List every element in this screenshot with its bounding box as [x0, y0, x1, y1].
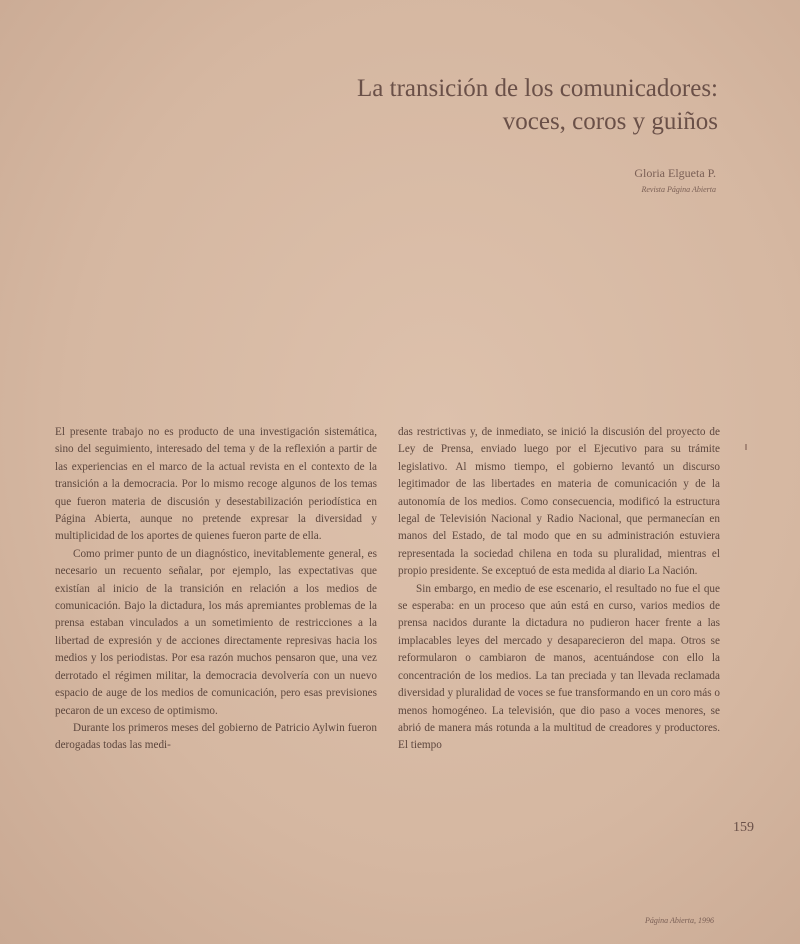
- paragraph: Sin embargo, en medio de ese escenario, el resultado no fue el que se esperaba: en un proceso que aún está en curso, varios medios de prensa nacidos durante la dictadura no pudieron hacer frente a las implacables leyes del mercado y desaparecieron del mapa. Otros se reformularon o cambiaron de manos, acentuándose con ello la concentración de los medios. La tan preciada y tan llevada reclamada diversidad y pluralidad de voces se fue transformando en un coro más o menos homogéneo. La televisión, que dio paso a voces menores, se abrió de manera más rotunda a la multitud de creadores y productores. El tiempo: [398, 582, 720, 752]
- title-line-2: voces, coros y guiños: [502, 107, 718, 135]
- article-title: [248, 72, 718, 138]
- body-column-right: [398, 424, 720, 886]
- paragraph: Durante los primeros meses del gobierno de Patricio Aylwin fueron derogadas todas las medi-: [55, 721, 377, 752]
- author-affiliation: Revista Página Abierta: [641, 185, 716, 194]
- paragraph: das restrictivas y, de inmediato, se inició la discusión del proyecto de Ley de Prensa, enviado luego por el Ejecutivo para su trámite legislativo. Al mismo tiempo, el gobierno levantó un discurso legitimador de las libertades en materia de comunicación y de la autonomía de los medios. Como consecuencia, modificó la estructura legal de Televisión Nacional y Radio Nacional, que permanecían en manos del Estado, de tal modo que en su administración estuviera representada la sociedad chilena en toda su pluralidad, mientras el propio presidente. Se exceptuó de esta medida al diario La Nación.: [398, 426, 720, 578]
- title-line-1: La transición de los comunicadores:: [357, 74, 718, 102]
- paragraph: Como primer punto de un diagnóstico, inevitablemente general, es necesario un recuento señalar, por ejemplo, las expectativas que existían al inicio de la transición en relación a los medios de comunicación. Bajo la dictadura, los más apremiantes problemas de la prensa estaban vinculados a un sometimiento de restricciones a la libertad de expresión y de acciones directamente represivas hacia los medios y los periodistas. Por esa razón muchos pensaron que, una vez derrotado el régimen militar, la democracia devolvería con un nuevo espacio de auge de los medios de comunicación, pero esas previsiones pecaron de un exceso de optimismo.: [55, 547, 377, 717]
- margin-mark: [745, 444, 747, 450]
- running-footer: Página Abierta, 1996: [645, 916, 714, 925]
- page-number: 159: [733, 820, 754, 835]
- author-name: Gloria Elgueta P.: [634, 166, 716, 180]
- body-column-left: [55, 424, 377, 886]
- paragraph: El presente trabajo no es producto de una investigación sistemática, sino del seguimiento, interesado del tema y de la reflexión a partir de las experiencias en el marco de la actual revista en el contexto de la transición a la democracia. Por lo mismo recoge algunos de los temas que fueron materia de discusión y desestabilización periodística en Página Abierta, aunque no pretende expresar la diversidad y multiplicidad de los aportes de quienes fueron parte de ella.: [55, 426, 377, 543]
